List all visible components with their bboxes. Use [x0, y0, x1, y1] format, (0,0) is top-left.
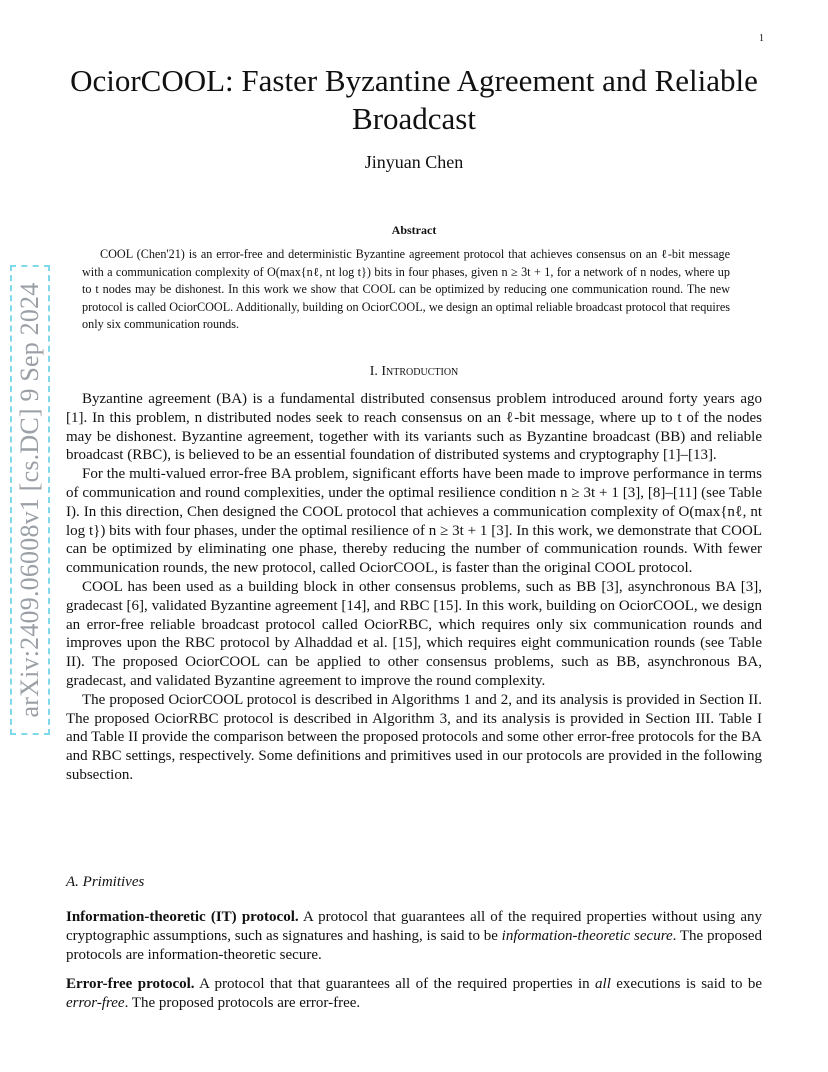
definition-it-protocol — [66, 908, 762, 964]
definition-error-free — [66, 975, 762, 1013]
definition-text: . The proposed protocols are information-theoretic secure. — [66, 927, 762, 963]
section-heading-introduction — [66, 364, 762, 380]
section-title: Introduction — [381, 364, 459, 379]
definition-text: A protocol that guarantees all of the required properties without using any cryptographic assumptions, such as signatures and hashing, is said to be — [66, 909, 762, 944]
paragraph-4: The proposed OciorCOOL protocol is described in Algorithms 1 and 2, and its analysis is provided in Section II. The proposed OciorRBC protocol is described in Algorithm 3, and its analysis is provided in Section III. Table I and Table II provide the comparison between the proposed protocols and some other error-free protocols for the BA and RBC settings, respectively. Some definitions and primitives used in our protocols are provided in the following subsection. — [66, 691, 762, 783]
definition-term: Error-free protocol. — [66, 976, 195, 993]
paragraph-2: For the multi-valued error-free BA problem, significant efforts have been made to improve performance in terms of communication and round complexities, under the optimal resilience condition n ≥ 3t + 1 [3], [8]–[11] (see Table I). In this direction, Chen designed the COOL protocol that achieves a communication complexity of O(max{nℓ, nt log t}) bits with four phases, under the optimal resilience of n ≥ 3t + 1 [3]. In this work, we demonstrate that COOL can be optimized by eliminating one phase, thereby reducing the number of communication rounds. With fewer communication rounds, the new protocol, called OciorCOOL, is faster than the original COOL protocol. — [66, 466, 762, 577]
introduction-body — [66, 390, 762, 785]
author-name: Jinyuan Chen — [364, 152, 464, 172]
paragraph-1: Byzantine agreement (BA) is a fundamental distributed consensus problem introduced around forty years ago [1]. In this problem, n distributed nodes seek to reach consensus on an ℓ-bit message, where up to t of the nodes may be dishonest. Byzantine agreement, together with its variants such as Byzantine broadcast (BB) and reliable broadcast (RBC), is believed to be an essential foundation of distributed systems and cryptography [1]–[13]. — [66, 391, 762, 464]
definition-emphasis: information-theoretic secure — [501, 927, 673, 944]
section-number: I. — [369, 364, 378, 379]
paragraph-3: COOL has been used as a building block in other consensus problems, such as BB [3], asynchronous BA [3], gradecast [6], validated Byzantine agreement [14], and RBC [15]. In this work, building on OciorCOOL, we design an error-free reliable broadcast protocol called OciorRBC, which requires only six communication rounds and improves upon the RBC protocol by Alhaddad et al. [15], which requires eight communication rounds (see Table II). The proposed OciorCOOL can be applied to other consensus problems, such as BB, asynchronous BA, gradecast, and validated Byzantine agreement to improve the round complexity. — [66, 578, 762, 689]
paper-title: OciorCOOL: Faster Byzantine Agreement and Reliable Broadcast — [70, 63, 758, 136]
abstract-text: COOL (Chen'21) is an error-free and deterministic Byzantine agreement protocol that achieves consensus on an ℓ-bit message with a communication complexity of O(max{nℓ, nt log t}) bits in four phases, given n ≥ 3t + 1, for a network of n nodes, where up to t nodes may be dishonest. In this work we show that COOL can be optimized by reducing one communication round. The new protocol is called OciorCOOL. Additionally, building on OciorCOOL, we design an optimal reliable broadcast protocol that requires only six communication rounds. — [82, 247, 730, 331]
abstract-heading: Abstract — [391, 223, 437, 237]
definition-text: A protocol that that guarantees all of the required properties in — [194, 976, 596, 993]
arxiv-identifier-stamp[interactable] — [10, 265, 50, 735]
subsection-label: A. — [66, 874, 79, 890]
subsection-title: Primitives — [82, 874, 145, 890]
definitions — [66, 908, 762, 1024]
definition-text: executions is said to be — [610, 976, 762, 993]
subsection-heading-primitives — [66, 874, 144, 891]
definition-emphasis: error-free — [66, 995, 125, 1012]
arxiv-id-text: arXiv:2409.06008v1 [cs.DC] 9 Sep 2024 — [15, 282, 44, 718]
definition-emphasis: all — [595, 976, 611, 993]
page-number: 1 — [759, 33, 764, 44]
definition-text: . The proposed protocols are error-free. — [124, 995, 361, 1012]
definition-term: Information-theoretic (IT) protocol. — [66, 909, 299, 925]
